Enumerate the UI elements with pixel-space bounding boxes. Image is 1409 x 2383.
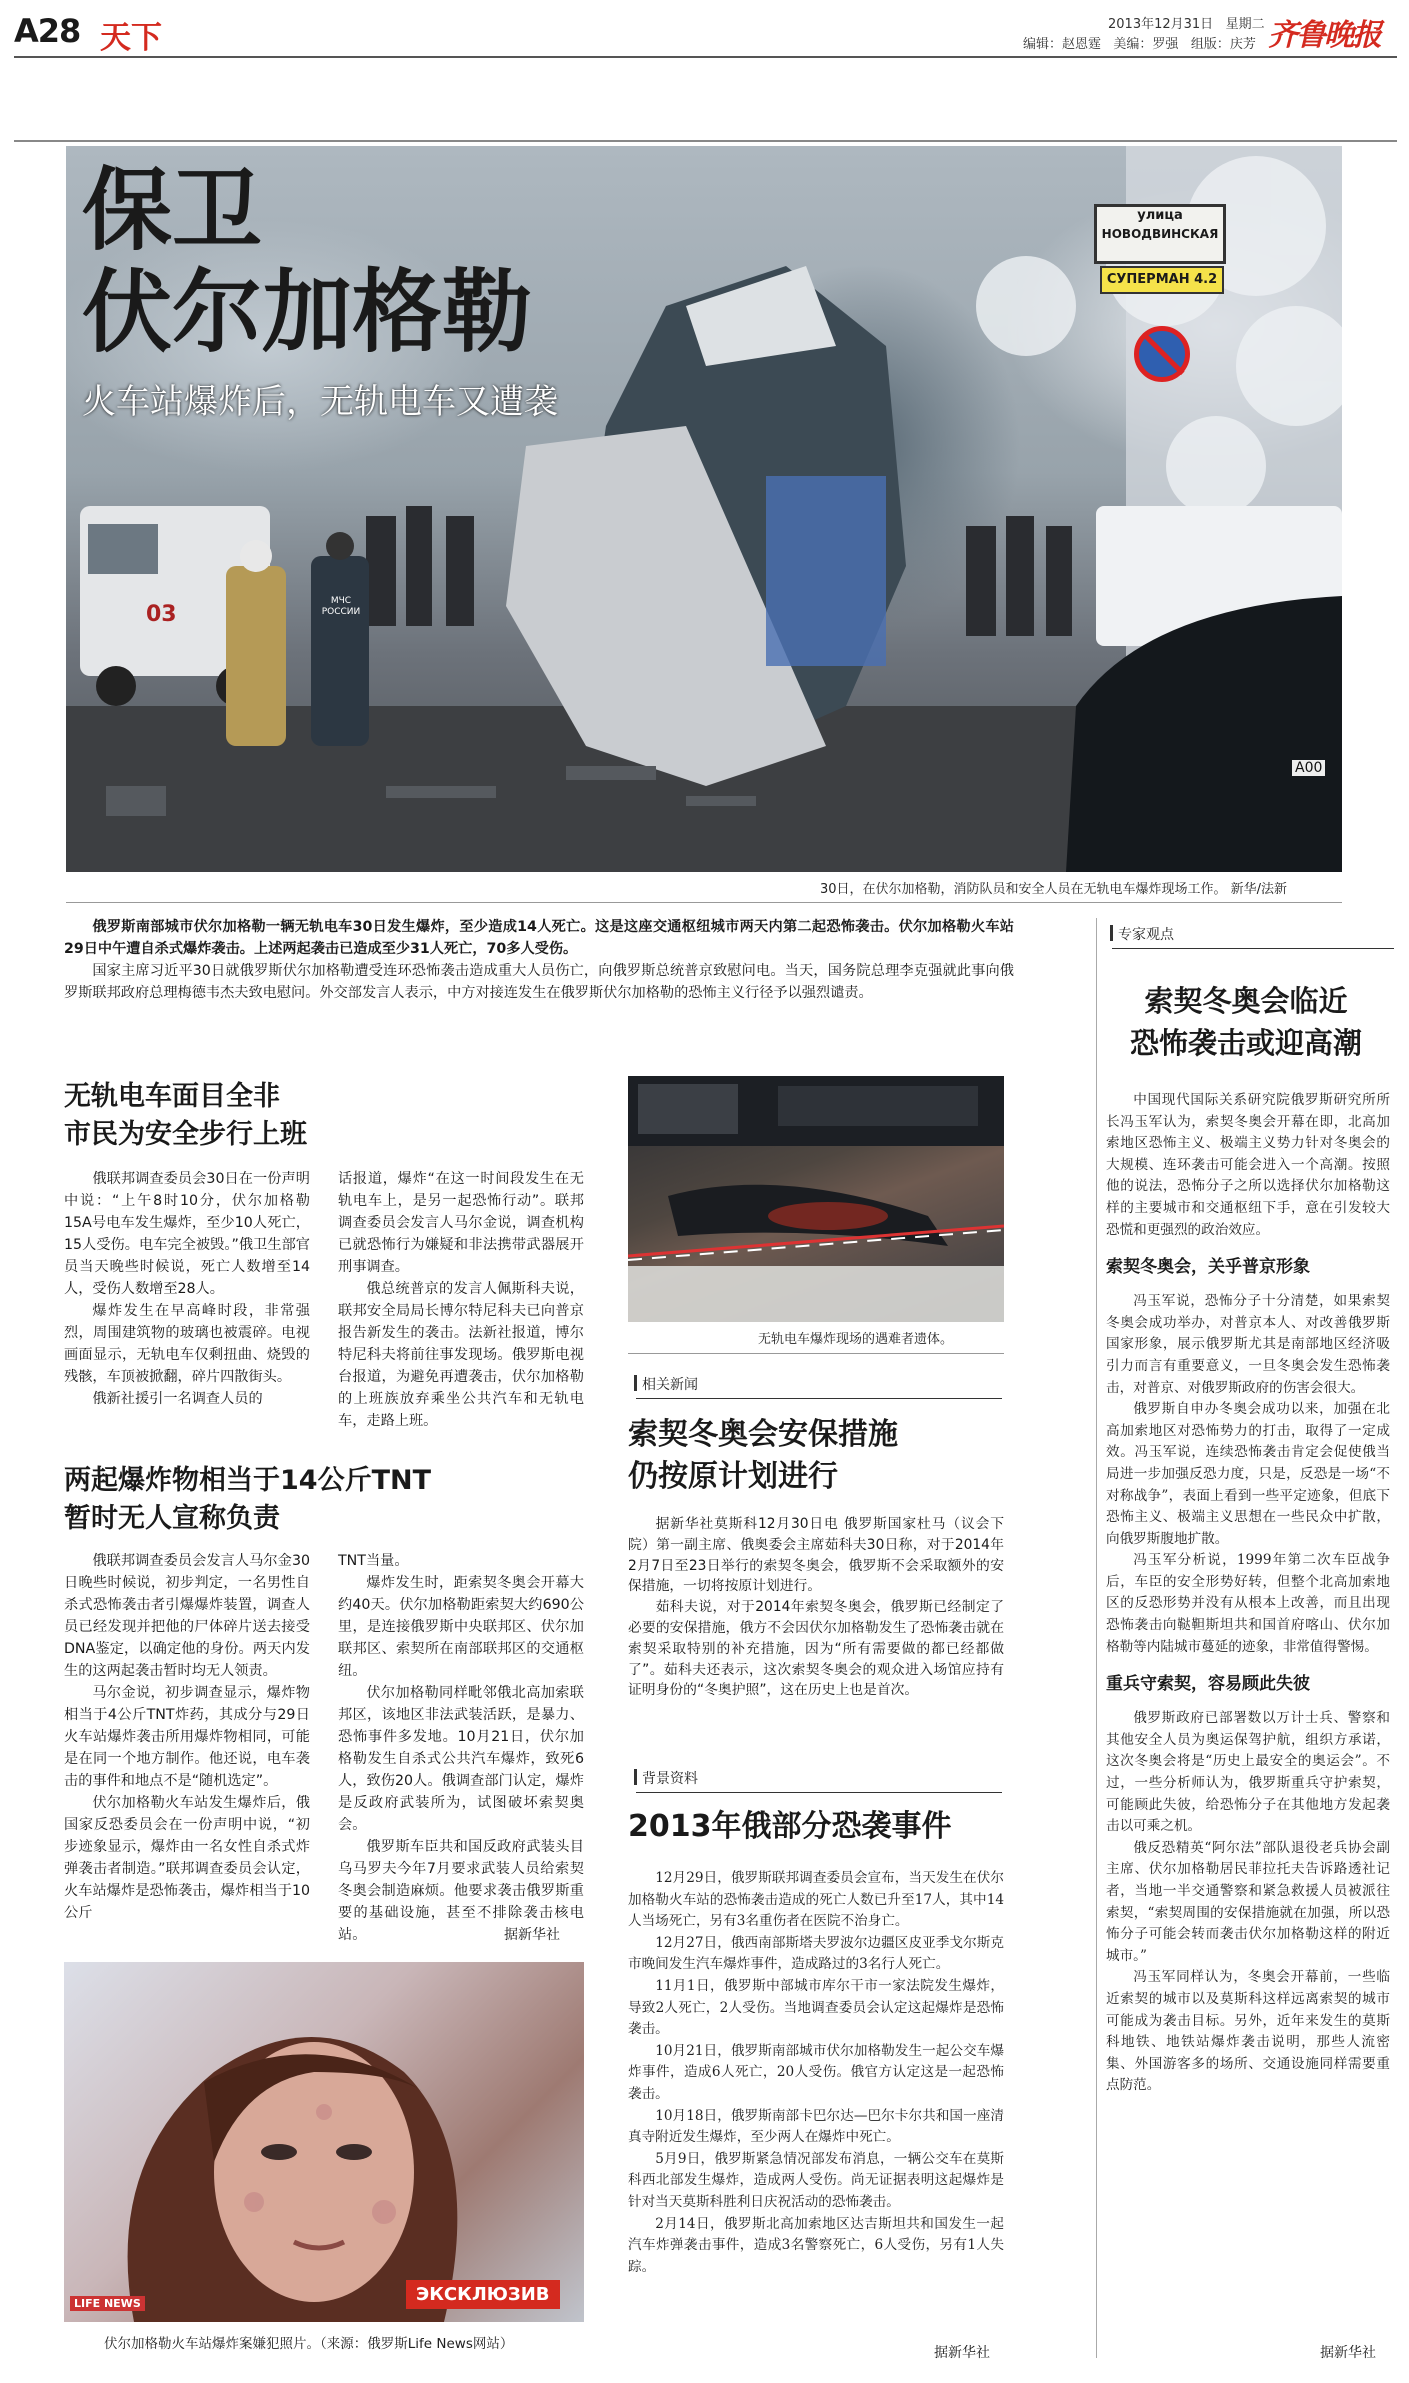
article2-col2-p3: 伏尔加格勒同样毗邻俄北高加索联邦区，该地区非法武装活跃，是暴力、恐怖事件多发地。10月21日，伏尔加格勒发生自杀式公共汽车爆炸，致死6人，致伤20人。俄调查部门认定，爆炸是反政府武装所为，试图破坏索契奥会。 <box>338 1685 584 1833</box>
header-rule-thin <box>14 140 1397 142</box>
expert-tag: 专家观点 <box>1112 924 1394 949</box>
car-plate: А00 <box>1292 760 1325 776</box>
expert-sub2-p1: 俄罗斯政府已部署数以万计士兵、警察和其他安全人员为奥运保驾护航，组织方承诺，这次冬奥会将是“历史上最安全的奥运会”。不过，一些分析师认为，俄罗斯重兵守护索契，可能顾此失彼，给恐怖分子在其他地方发起袭击以可乘之机。 <box>1106 1710 1390 1835</box>
hero-caption: 30日，在伏尔加格勒，消防队员和安全人员在无轨电车爆炸现场工作。 新华/法新 <box>820 882 1288 897</box>
expert-sub2-p2: 俄反恐精英“阿尔法”部队退役老兵协会副主席、伏尔加格勒居民菲拉托夫告诉路透社记者，当地一半交通警察和紧急救援人员被派往索契，“索契周围的安保措施就在加强，所以恐怖分子可能会转而袭击伏尔加格勒这样的附近城市。” <box>1106 1839 1390 1964</box>
background-item-7: 2月14日，俄罗斯北高加索地区达吉斯坦共和国发生一起汽车炸弹袭击事件，造成3名警察死亡，6人受伤，另有1人失踪。 <box>628 2215 1004 2275</box>
header-rule <box>14 56 1397 58</box>
background-item-5: 10月18日，俄罗斯南部卡巴尔达—巴尔卡尔共和国一座清真寺附近发生爆炸，至少两人在爆炸中死亡。 <box>628 2107 1004 2146</box>
expert-title-line2: 恐怖袭击或迎高潮 <box>1129 1026 1362 1060</box>
background-source: 据新华社 <box>934 2345 990 2361</box>
article1-col1 <box>64 1168 310 1410</box>
background-item-3: 11月1日，俄罗斯中部城市库尔干市一家法院发生爆炸，导致2人死亡，2人受伤。当地调查委员会认定这起爆炸是恐怖袭击。 <box>628 1977 1004 2038</box>
hero-title-line2: 伏尔加格勒 <box>82 259 532 365</box>
related-paragraph-2: 茹科夫说，对于2014年索契冬奥会，俄罗斯已经制定了必要的安保措施，俄方不会因伏尔加格勒发生了恐怖袭击就在索契采取特别的补充措施，因为“所有需要做的都已经都做了”。茹科夫还表示，这次索契冬奥会的观众进入场馆应持有证明身份的“冬奥护照”，这在历史上也是首次。 <box>628 1599 1004 1699</box>
related-title-line2: 仍按原计划进行 <box>628 1459 838 1494</box>
suspect-photo <box>64 1962 584 2322</box>
street-sign-lower: СУПЕРМАН 4.2 <box>1100 266 1224 294</box>
hero-photo <box>66 146 1342 872</box>
article2-col1 <box>64 1550 310 1924</box>
street-sign-word: улица <box>1137 208 1183 223</box>
exclusive-banner: ЭКСКЛЮЗИВ <box>406 2280 560 2309</box>
expert-sub1-p1: 冯玉军说，恐怖分子十分清楚，如果索契冬奥会成功举办，对普京本人、对改善俄罗斯国家形象，展示俄罗斯尤其是南部地区经济吸引力而言有重要意义，一旦冬奥会发生恐怖袭击，对普京、对俄罗斯政府的伤害会很大。 <box>1106 1293 1390 1396</box>
article1-col2-p2: 俄总统普京的发言人佩斯科夫说，联邦安全局局长博尔特尼科夫已向普京报告新发生的袭击。法新社报道，博尔特尼科夫将前往事发现场。俄罗斯电视台报道，为避免再遭袭击，伏尔加格勒的上班族放弃乘坐公共汽车和无轨电车，走路上班。 <box>338 1281 584 1429</box>
expert-source: 据新华社 <box>1320 2345 1376 2361</box>
header-date-line <box>1108 13 1265 32</box>
background-item-1: 12月29日，俄罗斯联邦调查委员会宣布，当天发生在伏尔加格勒火车站的恐怖袭击造成的死亡人数已升至17人，其中14人当场死亡，另有3名重伤者在医院不治身亡。 <box>628 1870 1004 1930</box>
article1-title-line1: 无轨电车面目全非 <box>64 1081 280 1112</box>
article1-col2-p1: 话报道，爆炸“在这一时间段发生在无轨电车上，是另一起恐怖行动”。联邦调查委员会发言人马尔金说，调查机构已就恐怖行为嫌疑和非法携带武器展开刑事调查。 <box>338 1171 584 1275</box>
related-news-tag: 相关新闻 <box>636 1374 1002 1399</box>
header-editor: 编辑：赵恩霆 <box>1023 37 1102 52</box>
mid-photo-rule <box>628 1353 1004 1354</box>
article2-col2-p4: 俄罗斯车臣共和国反政府武装头目乌马罗夫今年7月要求武装人员给索契冬奥会制造麻烦。他要求袭击俄罗斯重要的基础设施，甚至不排除袭击核电站。 <box>338 1839 584 1943</box>
article2-col2-p2: 爆炸发生时，距索契冬奥会开幕大约40天。伏尔加格勒距索契大约690公里，是连接俄罗斯中央联邦区、伏尔加联邦区、索契所在南部联邦区的交通枢纽。 <box>338 1575 584 1679</box>
hero-title-line1: 保卫 <box>82 157 262 263</box>
page-number: A28 <box>14 12 81 50</box>
expert-title-line1: 索契冬奥会临近 <box>1144 984 1348 1018</box>
related-title <box>628 1414 898 1498</box>
article1-col1-p3: 俄新社援引一名调查人员的 <box>92 1391 263 1407</box>
hero-subtitle: 火车站爆炸后，无轨电车又遭袭 <box>82 382 558 422</box>
header-designer: 美编：罗强 <box>1113 37 1179 52</box>
header-proofreader: 组版：庆芳 <box>1190 37 1256 52</box>
header-date: 2013年12月31日 <box>1108 17 1214 32</box>
background-item-2: 12月27日，俄西南部斯塔夫罗波尔边疆区皮亚季戈尔斯克市晚间发生汽车爆炸事件，造成路过的3名行人死亡。 <box>628 1934 1004 1973</box>
lead-paragraph-2: 国家主席习近平30日就俄罗斯伏尔加格勒遭受连环恐怖袭击造成重大人员伤亡，向俄罗斯总统普京致慰问电。当天，国务院总理李克强就此事向俄罗斯联邦政府总理梅德韦杰夫致电慰问。外交部发言人表示，中方对接连发生在俄罗斯伏尔加格勒的恐怖主义行径予以强烈谴责。 <box>64 963 1014 1001</box>
expert-subhead-2: 重兵守索契，容易顾此失彼 <box>1106 1674 1310 1695</box>
expert-subhead-1: 索契冬奥会，关乎普京形象 <box>1106 1257 1310 1278</box>
article1-col2 <box>338 1168 584 1432</box>
lead-text <box>64 916 1014 1004</box>
article2-source: 据新华社 <box>504 1927 560 1943</box>
related-body <box>628 1514 1004 1701</box>
background-title: 2013年俄部分恐袭事件 <box>628 1809 952 1844</box>
background-body <box>628 1868 1004 2278</box>
article2-col1-p1: 俄联邦调查委员会发言人马尔金30日晚些时候说，初步判定，一名男性自杀式恐怖袭击者引爆爆炸装置，调查人员已经发现并把他的尸体碎片送去接受DNA鉴定，以确定他的身份。两天内发生的这两起袭击暂时均无人领责。 <box>64 1553 310 1679</box>
article2-title-line1: 两起爆炸物相当于14公斤TNT <box>64 1465 432 1496</box>
life-news-watermark: LIFE NEWS <box>70 2296 145 2311</box>
section-name: 天下 <box>100 20 162 56</box>
victim-photo-caption: 无轨电车爆炸现场的遇难者遗体。 <box>758 1332 954 1347</box>
article2-title-line2: 暂时无人宣称负责 <box>64 1503 280 1534</box>
article2-col2-p1: TNT当量。 <box>338 1553 409 1569</box>
lead-paragraph-1: 俄罗斯南部城市伏尔加格勒一辆无轨电车30日发生爆炸，至少造成14人死亡。这是这座交通枢纽城市两天内第二起恐怖袭击。伏尔加格勒火车站29日中午遭自杀式爆炸袭击。上述两起袭击已造成至少31人死亡，70多人受伤。 <box>64 919 1014 957</box>
article2-col1-p2: 马尔金说，初步调查显示，爆炸物相当于4公斤TNT炸药，其成分与29日火车站爆炸袭击所用爆炸物相同，可能是在同一个地方制作。他还说，电车袭击的事件和地点不是“随机选定”。 <box>64 1685 310 1789</box>
street-sign-name: НОВОДВИНСКАЯ <box>1101 227 1219 241</box>
expert-sub1-p3: 冯玉军分析说，1999年第二次车臣战争后，车臣的安全形势好转，但整个北高加索地区的反恐形势并没有从根本上改善，而且出现恐怖袭击向鞑靼斯坦共和国首府喀山、伏尔加格勒等内陆城市蔓延的迹象，非常值得警惕。 <box>1106 1552 1390 1655</box>
article1-title <box>64 1078 307 1154</box>
victim-scene-svg <box>628 1076 1004 1322</box>
article2-col2 <box>338 1550 584 1946</box>
expert-intro: 中国现代国际关系研究院俄罗斯研究所所长冯玉军认为，索契冬奥会开幕在即，北高加索地区恐怖主义、极端主义势力针对冬奥会的大规模、连环袭击可能会进入一个高潮。按照他的说法，恐怖分子之所以选择伏尔加格勒这样的主要城市和交通枢纽下手，意在引发较大恐慌和更强烈的政治效应。 <box>1106 1092 1390 1238</box>
suspect-portrait-svg <box>64 1962 584 2322</box>
related-title-line1: 索契冬奥会安保措施 <box>628 1417 898 1452</box>
related-paragraph-1: 据新华社莫斯科12月30日电 俄罗斯国家杜马（议会下院）第一副主席、俄奥委会主席茹科夫30日称，对于2014年2月7日至23日举行的索契冬奥会，俄罗斯不会采取额外的安保措施，一切将按原计划进行。 <box>628 1516 1004 1595</box>
article1-col1-p2: 爆炸发生在早高峰时段，非常强烈，周围建筑物的玻璃也被震碎。电视画面显示，无轨电车仅剩扭曲、烧毁的残骸，车顶被掀翻，碎片四散街头。 <box>64 1303 310 1385</box>
street-sign-upper <box>1094 204 1226 264</box>
expert-sub1-p2: 俄罗斯自申办冬奥会成功以来，加强在北高加索地区对恐怖势力的打击，取得了一定成效。冯玉军说，连续恐怖袭击肯定会促使俄当局进一步加强反恐力度，只是，反恐是一场“不对称战争”，表面上看到一些平定迹象，但底下恐怖主义、极端主义思想在一些民众中扩散，向俄罗斯腹地扩散。 <box>1106 1401 1390 1547</box>
right-column-rule <box>1096 918 1097 2358</box>
ambulance-number: 03 <box>146 602 177 627</box>
background-tag: 背景资料 <box>636 1768 1002 1793</box>
article1-title-line2: 市民为安全步行上班 <box>64 1119 307 1150</box>
header-weekday: 星期二 <box>1225 17 1265 32</box>
no-parking-sign <box>1134 326 1190 382</box>
header-credits <box>1023 33 1256 52</box>
article1-col1-p1: 俄联邦调查委员会30日在一份声明中说：“上午8时10分，伏尔加格勒15A号电车发生爆炸，至少10人死亡，15人受伤。电车完全被毁。”俄卫生部官员当天晚些时候说，死亡人数增至14人，受伤人数增至28人。 <box>64 1171 310 1297</box>
expert-body <box>1106 1090 1390 2097</box>
caption-rule <box>66 902 1342 903</box>
background-item-4: 10月21日，俄罗斯南部城市伏尔加格勒发生一起公交车爆炸事件，造成6人死亡，20人受伤。俄官方认定这是一起恐怖袭击。 <box>628 2042 1004 2102</box>
masthead-logo: 齐鲁晚报 <box>1268 18 1380 53</box>
article2-title <box>64 1462 431 1538</box>
expert-sub2-p3: 冯玉军同样认为，冬奥会开幕前，一些临近索契的城市以及莫斯科这样远离索契的城市可能成为袭击目标。另外，近年来发生的莫斯科地铁、地铁站爆炸袭击说明，那些人流密集、外国游客多的场所、交通设施同样需要重点防范。 <box>1106 1969 1390 2094</box>
background-item-6: 5月9日，俄罗斯紧急情况部发布消息，一辆公交车在莫斯科西北部发生爆炸，造成两人受伤。尚无证据表明这起爆炸是针对当天莫斯科胜利日庆祝活动的恐怖袭击。 <box>628 2150 1004 2210</box>
victim-photo <box>628 1076 1004 1322</box>
suspect-photo-caption: 伏尔加格勒火车站爆炸案嫌犯照片。（来源：俄罗斯Life News网站） <box>104 2336 514 2352</box>
rescuer-vest-text: МЧС РОССИИ <box>321 596 361 617</box>
article2-col1-p3: 伏尔加格勒火车站发生爆炸后，俄国家反恐委员会在一份声明中说，“初步迹象显示，爆炸由一名女性自杀式炸弹袭击者制造。”联邦调查委员会认定，火车站爆炸是恐怖袭击，爆炸相当于10公斤 <box>64 1795 310 1921</box>
expert-title <box>1096 980 1396 1064</box>
